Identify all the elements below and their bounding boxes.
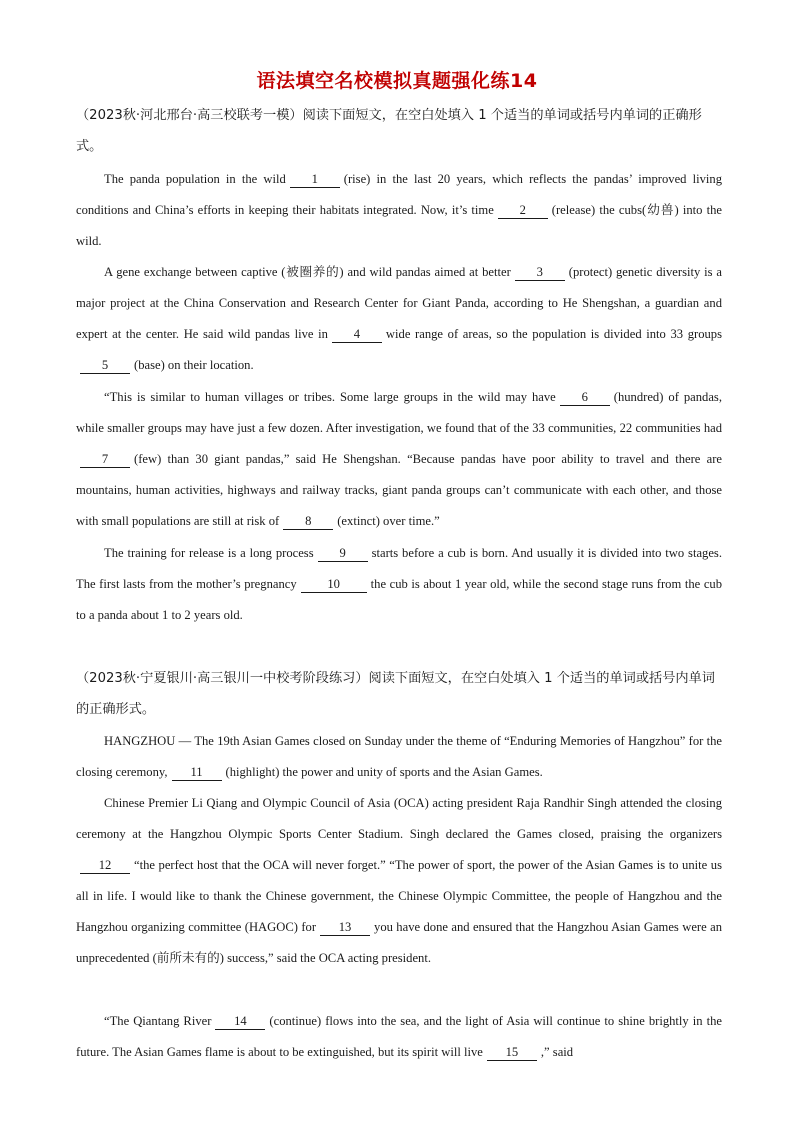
blank-1[interactable]: 1	[290, 171, 340, 188]
blank-5[interactable]: 5	[80, 357, 130, 374]
blank-10[interactable]: 10	[301, 576, 367, 593]
section1-paragraph-1: The panda population in the wild 1 (rise) in the last 20 years, which reflects the pandas’ improved living conditions and China’s efforts in keeping their habitats integrated. Now, it’s time 2 (release) the cubs(幼兽) into the wild.	[76, 172, 722, 248]
section1-instructions: （2023秋·河北邢台·高三校联考一模）阅读下面短文，在空白处填入 1 个适当的单词或括号内单词的正确形式。	[76, 108, 702, 154]
blank-15[interactable]: 15	[487, 1044, 537, 1061]
blank-4[interactable]: 4	[332, 326, 382, 343]
section2-paragraph-2: Chinese Premier Li Qiang and Olympic Council of Asia (OCA) acting president Raja Randhir Singh attended the closing ceremony at the Hangzhou Olympic Sports Center Stadium. Singh declared the Games closed, praising the organizers12 “the perfect host that the OCA will never forget.” “The power of sport, the power of the Asian Games is to unite us all in life. I would like to thank the Chinese government, the Chinese Olympic Committee, the people of Hangzhou and the Hangzhou organizing committee (HAGOC) for 13 you have done and ensured that the Hangzhou Asian Games were an unprecedented (前所未有的) success,” said the OCA acting president.	[76, 796, 722, 965]
blank-9[interactable]: 9	[318, 545, 368, 562]
page-title: 语法填空名校模拟真题强化练14	[256, 70, 538, 92]
blank-14[interactable]: 14	[215, 1013, 265, 1030]
section2-paragraph-3: “The Qiantang River 14 (continue) flows into the sea, and the light of Asia will continue to shine brightly in the future. The Asian Games flame is about to be extinguished, but its spirit will live 15 ,” said	[76, 1014, 722, 1059]
section1-paragraph-3: “This is similar to human villages or tribes. Some large groups in the wild may have 6 (hundred) of pandas, while smaller groups may have just a few dozen. After investigation, we found that of the 33 communities, 22 communities had7 (few) than 30 giant pandas,” said He Shengshan. “Because pandas have poor ability to travel and there are mountains, human activities, highways and railway tracks, giant panda groups can’t communicate with each other, and those with small populations are still at risk of 8 (extinct) over time.”	[76, 390, 722, 528]
section2-paragraph-1: HANGZHOU — The 19th Asian Games closed on Sunday under the theme of “Enduring Memories of Hangzhou” for the closing ceremony, 11 (highlight) the power and unity of sports and the Asian Games.	[76, 734, 722, 779]
blank-12[interactable]: 12	[80, 857, 130, 874]
section1-paragraph-2: A gene exchange between captive (被圈养的) and wild pandas aimed at better 3 (protect) genetic diversity is a major project at the China Conservation and Research Center for Giant Panda, according to He Shengshan, a guardian and expert at the center. He said wild pandas live in 4 wide range of areas, so the population is divided into 33 groups5 (base) on their location.	[76, 265, 722, 372]
blank-11[interactable]: 11	[172, 764, 222, 781]
blank-8[interactable]: 8	[283, 513, 333, 530]
blank-2[interactable]: 2	[498, 202, 548, 219]
section1-paragraph-4: The training for release is a long process 9 starts before a cub is born. And usually it is divided into two stages. The first lasts from the mother’s pregnancy 10 the cub is about 1 year old, while the second stage runs from the cub to a panda about 1 to 2 years old.	[76, 546, 723, 622]
blank-13[interactable]: 13	[320, 919, 370, 936]
blank-3[interactable]: 3	[515, 264, 565, 281]
blank-7[interactable]: 7	[80, 451, 130, 468]
blank-6[interactable]: 6	[560, 389, 610, 406]
section2-instructions: （2023秋·宁夏银川·高三银川一中校考阶段练习）阅读下面短文，在空白处填入 1 个适当的单词或括号内单词的正确形式。	[76, 671, 715, 717]
